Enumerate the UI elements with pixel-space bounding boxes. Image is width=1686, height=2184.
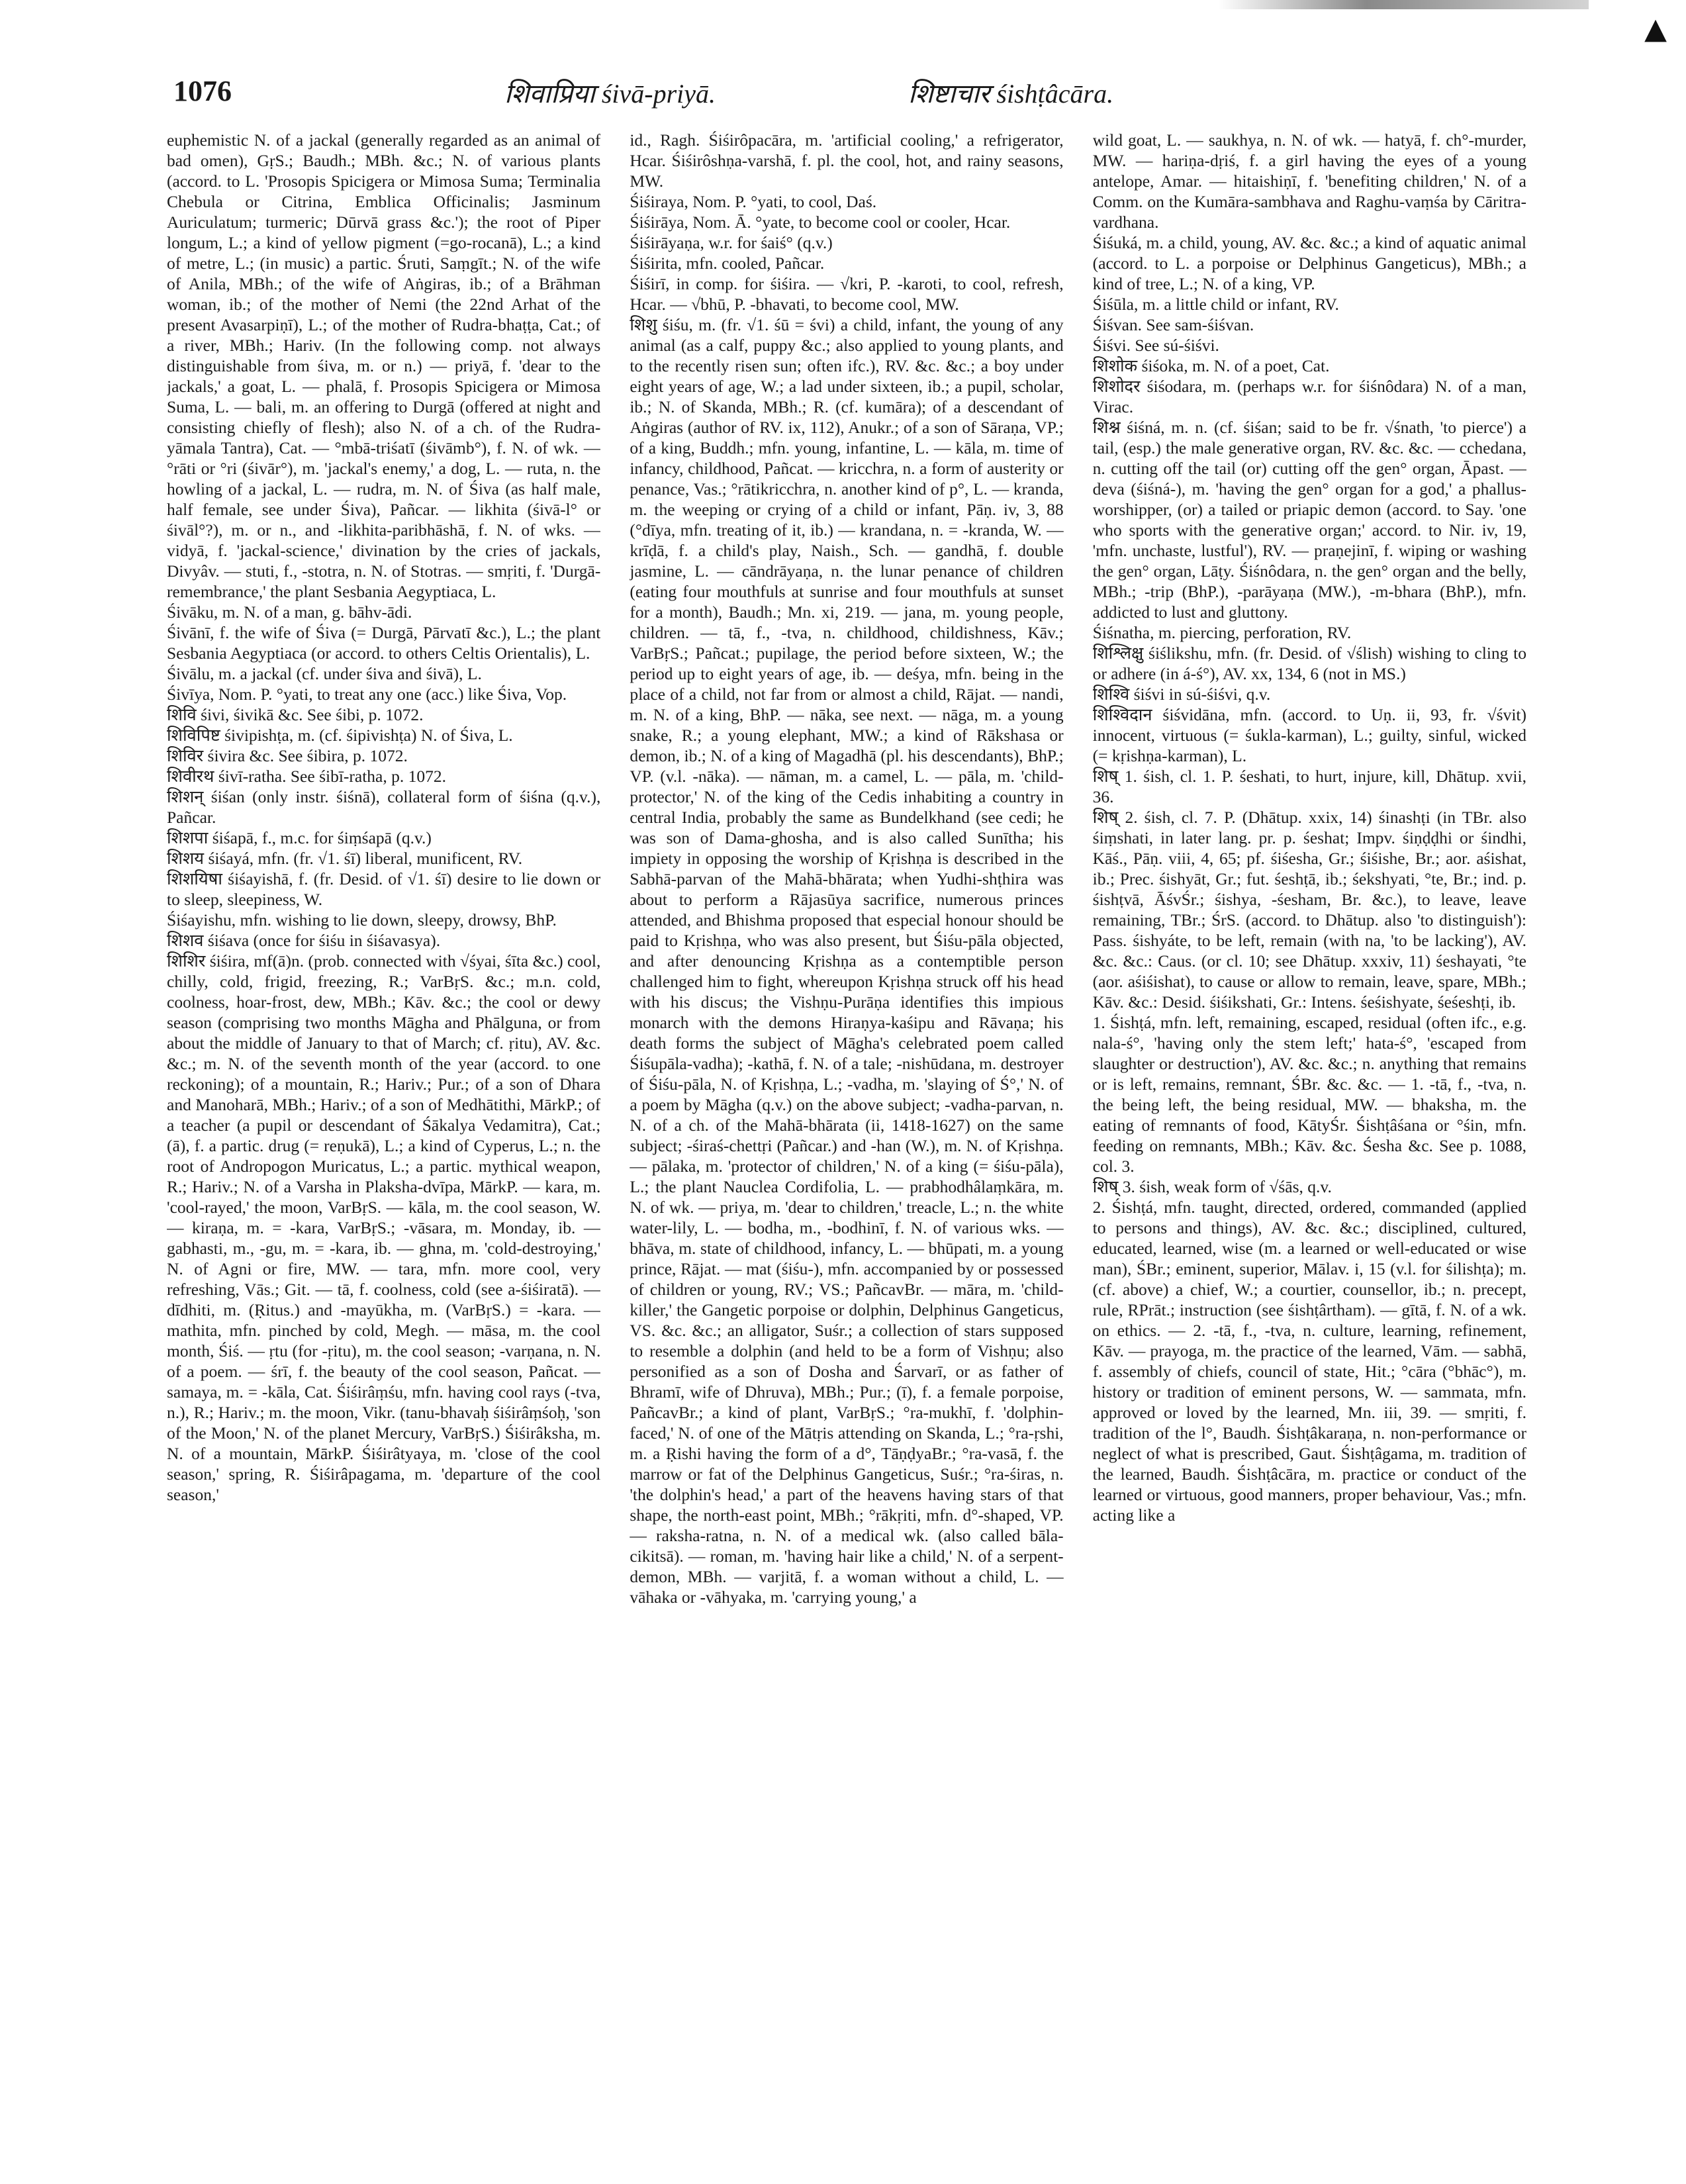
dictionary-entry: Śiśnatha, m. piercing, perforation, RV. (1092, 623, 1352, 642)
dictionary-entry: Śiśirāya, Nom. Ā. °yate, to become cool or cooler, Hcar. (630, 213, 1011, 232)
dictionary-entry: euphemistic N. of a jackal (generally regarded as an animal of bad omen), GṛS.; Baudh.; MBh. &c.; N. of various plants (accord. to L. 'Prosopis Spicigera or Mimosa Suma; Terminalia Chebula or Citrina, Emblica Officinalis; Jasminum Auriculatum; turmeric; Dūrvā grass &c.'); the root of Piper longum, L.; a kind of yellow pigment (=go-rocanā), L.; a kind of metre, L.; (in music) a partic. Śruti, Saṃgīt.; N. of the wife of Anila, MBh.; of the wife of Aṅgiras, ib.; of a Brāhman woman, ib.; of the mother of Nemi (the 22nd Arhat of the present Avasarpiṇī), L.; of the mother of Rudra-bhaṭṭa, Cat.; of a river, MBh.; Hariv. (In the following comp. not always distinguishable from śiva, m. or n.) — priyā, f. 'dear to the jackals,' a goat, L. — phalā, f. Prosopis Spicigera or Mimosa Suma, L. — bali, m. an offering to Durgā (offered at night and consisting chiefly of flesh); also N. of a ch. of the Rudra-yāmala Tantra), Cat. — °mbā-triśatī (śivāmb°), f. N. of wk. — °rāti or °ri (śivār°), m. 'jackal's enemy,' a dog, L. — ruta, n. the howling of a jackal, L. — rudra, m. N. of Śiva (as half male, half female, see under Śiva), Pañcar. — likhita (śivā-l° or śivāl°?), m. or n., and -likhita-paribhāshā, f. N. of wks. — vidyā, f. 'jackal-science,' divination by the cries of jackals, Divyâv. — stuti, f., -stotra, n. N. of Stotras. — smṛiti, f. 'Durgā-remembrance,' the plant Sesbania Aegyptiaca, L. (167, 130, 601, 601)
dictionary-entry: शिशु śiśu, m. (fr. √1. śū = śvi) a child, infant, the young of any animal (as a calf, puppy &c.; also applied to young plants, and to the recently risen sun; often ifc.), RV. &c. &c.; a boy under eight years of age, W.; a lad under sixteen, ib.; a pupil, scholar, ib.; N. of Skanda, MBh.; R. (cf. kumāra); of a descendant of Aṅgiras (author of RV. ix, 112), Anukr.; of a son of Sāraṇa, VP.; of a king, Buddh.; mfn. young, infantine, L. — kāla, m. time of infancy, childhood, Pañcat. — kricchra, n. a form of austerity or penance, Vas.; °rātikricchra, n. another kind of p°, L. — kranda, m. the weeping or crying of a child or infant, Pāṇ. iv, 3, 88 (°dīya, mfn. treating of it, ib.) — krandana, n. = -kranda, W. — krīḍā, f. a child's play, Naish., Sch. — gandhā, f. double jasmine, L. — cāndrāyaṇa, n. the lunar penance of children (eating four mouthfuls at sunrise and four mouthfuls at sunset for a month), Baudh.; Mn. xi, 219. — jana, m. young people, children. — tā, f., -tva, n. childhood, childishness, Kāv.; VarBṛS.; Pañcat.; pupilage, the period before sixteen, W.; the period up to eight years of age, ib. — deśya, mfn. being in the place of a child, not far from or almost a child, Rājat. — nandi, m. N. of a king, BhP. — nāka, see next. — nāga, m. a young snake, R.; a young elephant, MW.; a kind of Rākshasa or demon, ib.; N. of a king of Magadhā (pl. his descendants), BhP.; VP. (v.l. -nāka). — nāman, m. a camel, L. — pāla, m. 'child-protector,' N. of the king of the Cedis inhabiting a country in central India, probably the same as Bundelkhand (see cedi; he was son of Dama-ghosha, and is also called Sunītha; his impiety in opposing the worship of Kṛishṇa is described in the Sabhā-parvan of the Mahā-bhārata; when Yudhi-shṭhira was about to perform a Rājasūya sacrifice, numerous princes attended, and Bhishma proposed that especial honour should be paid to Kṛishṇa, who was also present, but Śiśu-pāla objected, and after denouncing Kṛishṇa as a contemptible person challenged him to fight, whereupon Kṛishṇa struck off his head with his discus; the Vishṇu-Purāṇa identifies this impious monarch with the demons Hiraṇya-kaśipu and Rāvaṇa; his death forms the subject of Māgha's celebrated poem called Śiśupāla-vadha); -kathā, f. N. of a tale; -nishūdana, m. destroyer of Śiśu-pāla, N. of Kṛishṇa, L.; -vadha, m. 'slaying of Ś°,' N. of a poem by Māgha (q.v.) on the above subject; -vadha-parvan, n. N. of a ch. of the Mahā-bhārata (ii, 1418-1627) on the same subject; -śiraś-chettṛi (Pañcar.) and -han (W.), m. N. of Kṛishṇa. — pālaka, m. 'protector of children,' N. of a king (= śiśu-pāla), L.; the plant Nauclea Cordifolia, L. — prabhodhâlaṃkāra, m. N. of wk. — priya, m. 'dear to children,' treacle, L.; n. the white water-lily, L. — bodha, m., -bodhinī, f. N. of various wks. — bhāva, m. state of childhood, infancy, L. — bhūpati, m. a young prince, Rājat. — mat (śiśu-), mfn. accompanied by or possessed of children or young, RV.; VS.; PañcavBr. — māra, m. 'child-killer,' the Gangetic porpoise or dolphin, Delphinus Gangeticus, VS. &c. &c.; an alligator, Suśr.; a collection of stars supposed to resemble a dolphin (and held to be a form of Vishṇu; also personified as a son of Dosha and Śarvarī, or as father of Bhramī, wife of Dhruva), MBh.; Pur.; (ī), f. a female porpoise, PañcavBr.; a kind of plant, VarBṛS.; °ra-mukhī, f. 'dolphin-faced,' N. of one of the Mātṛis attending on Skanda, L.; °ra-ṛshi, m. a Ṛishi having the form of a d°, TāṇḍyaBr.; °ra-vasā, f. the marrow or fat of the Delphinus Gangeticus, Suśr.; °ra-śiras, n. 'the dolphin's head,' a part of the heavens having stars of that shape, the north-east point, MBh.; °rākṛiti, mfn. d°-shaped, VP. — raksha-ratna, n. N. of a medical wk. (also called bāla-cikitsā). — roman, m. 'having hair like a child,' N. of a serpent-demon, MBh. — varjitā, f. a woman without a child, L. — vāhaka or -vāhyaka, m. 'carrying young,' a (630, 315, 1064, 1607)
column-3 (1093, 130, 1526, 2156)
dictionary-entry: Śivālu, m. a jackal (cf. under śiva and śivā), L. (167, 664, 482, 683)
dictionary-entry: Śiśūla, m. a little child or infant, RV. (1092, 295, 1339, 314)
dictionary-entry: Śivīya, Nom. P. °yati, to treat any one (acc.) like Śiva, Vop. (167, 685, 567, 704)
right-guide-word: शिष्टाचार śishṭâcāra. (908, 79, 1114, 109)
page-corner-mark-icon: ▲ (1644, 12, 1667, 46)
dictionary-entry: शिविपिष्ट śivipishṭa, m. (cf. śipivishṭa) N. of Śiva, L. (167, 726, 513, 745)
dictionary-entry: शिशयिषा śiśayishā, f. (fr. Desid. of √1. śī) desire to lie down or to sleep, sleepiness, W. (167, 869, 601, 909)
column-2 (630, 130, 1063, 2156)
dictionary-entry: wild goat, L. — saukhya, n. N. of wk. — hatyā, f. ch°-murder, MW. — hariṇa-dṛiś, f. a girl having the eyes of a young antelope, Amar. — hitaishiṇī, f. 'benefiting children,' N. of a Comm. on the Kumāra-sambhava and Raghu-vaṃśa by Cāritra-vardhana. (1092, 130, 1526, 232)
dictionary-entry: शिश्न śiśná, m. n. (cf. śiśan; said to be fr. √śnath, 'to pierce') a tail, (esp.) the male generative organ, RV. &c. &c. — cchedana, n. cutting off the tail (or) cutting off the gen° organ, Āpast. — deva (śiśná-), m. 'having the gen° organ for a god,' a phallus-worshipper, (or) a tailed or priapic demon (accord. to Say. 'one who sports with the generative organ;' accord. to Nir. iv, 19, 'mfn. unchaste, lustful'), RV. — praṇejinī, f. wiping or washing the gen° organ, Lāṭy. Śiśnôdara, n. the gen° organ and the belly, MBh.; -trip (BhP.), -parāyaṇa (MW.), -m-bhara (BhP.), mfn. addicted to lust and gluttony. (1092, 418, 1526, 622)
dictionary-entry: शिशन् śiśan (only instr. śiśnā), collateral form of śiśna (q.v.), Pañcar. (167, 787, 601, 827)
dictionary-entry: शिवि śivi, śivikā &c. See śibi, p. 1072. (167, 705, 424, 724)
dictionary-entry: Śiśirita, mfn. cooled, Pañcar. (630, 254, 825, 273)
dictionary-entry: Śiśirī, in comp. for śiśira. — √kri, P. -karoti, to cool, refresh, Hcar. — √bhū, P. -bhavati, to become cool, MW. (630, 274, 1064, 314)
dictionary-entry: Śiśvan. See sam-śiśvan. (1092, 315, 1254, 334)
dictionary-entry: Śiśirāyaṇa, w.r. for śaiś° (q.v.) (630, 233, 833, 252)
dictionary-entry: शिशय śiśayá, mfn. (fr. √1. śī) liberal, munificent, RV. (167, 849, 523, 868)
dictionary-entry: Śiśvi. See sú-śiśvi. (1092, 336, 1219, 355)
dictionary-entry: id., Ragh. Śiśirôpacāra, m. 'artificial cooling,' a refrigerator, Hcar. Śiśirôshṇa-varshā, f. pl. the cool, hot, and rainy seasons, MW. (630, 130, 1064, 191)
dictionary-entry: शिशोदर śiśodara, m. (perhaps w.r. for śiśnôdara) N. of a man, Virac. (1092, 377, 1526, 416)
dictionary-entry: 1. Śishṭá, mfn. left, remaining, escaped, residual (often ifc., e.g. nala-ś°, 'having only the stem left;' hata-ś°, 'escaped from slaughter or destruction'), AV. &c. &c.; n. anything that remains or is left, remains, remnant, ŚBr. &c. &c. — 1. -tā, f., -tva, n. the being left, the being residual, MW. — bhaksha, m. the eating of remnants of food, KātyŚr. Śishṭâśana or °śin, mfn. feeding on remnants, MBh.; Kāv. &c. Śesha &c. See p. 1088, col. 3. (1092, 1013, 1526, 1176)
dictionary-entry: शिशव śiśava (once for śiśu in śiśavasya). (167, 931, 441, 950)
dictionary-entry: शिशोक śiśoka, m. N. of a poet, Cat. (1092, 356, 1330, 375)
page-header (173, 74, 1527, 120)
dictionary-entry: Śivānī, f. the wife of Śiva (= Durgā, Pārvatī &c.), L.; the plant Sesbania Aegyptiaca (or accord. to others Celtis Orientalis), L. (167, 623, 601, 663)
dictionary-entry: शिशपा śiśapā, f., m.c. for śiṃśapā (q.v.) (167, 828, 432, 847)
dictionary-entry: Śiśayishu, mfn. wishing to lie down, sleepy, drowsy, BhP. (167, 910, 557, 929)
dictionary-entry: शिष् 1. śish, cl. 1. P. śeshati, to hurt, injure, kill, Dhātup. xvii, 36. (1092, 767, 1526, 806)
dictionary-entry: शिश्लिक्षु śiślikshu, mfn. (fr. Desid. of √ślish) wishing to cling to or adhere (in á-ś°), AV. xx, 134, 6 (not in MS.) (1092, 643, 1526, 683)
dictionary-entry: शिविर śivira &c. See śibira, p. 1072. (167, 746, 408, 765)
dictionary-entry: शिष् 2. śish, cl. 7. P. (Dhātup. xxix, 14) śinashṭi (in TBr. also śiṃshati, in later lang. pr. p. śeshat; Impv. śiṇḍḍhi or śindhi, Kāś., Pāṇ. viii, 4, 65; pf. śiśesha, Gr.; śiśishe, Br.; aor. aśishat, ib.; Prec. śishyāt, Gr.; fut. śeshṭā, ib.; śekshyati, °te, Br.; ind. p. śishṭvā, ĀśvŚr.; śishya, -śesham, Br. &c.), to leave, leave remaining, TBr.; ŚrS. (accord. to Dhātup. also 'to distinguish'): Pass. śishyáte, to be left, remain (with na, 'to be lacking'), AV. &c. &c.: Caus. (or cl. 10; see Dhātup. xxxiv, 11) śeshayati, °te (aor. aśiśishat), to cause or allow to remain, leave, spare, MBh.; Kāv. &c.: Desid. śiśikshati, Gr.: Intens. śeśishyate, śeśeshṭi, ib. (1092, 808, 1526, 1012)
column-1 (167, 130, 600, 2156)
dictionary-entry: Śiśuká, m. a child, young, AV. &c. &c.; a kind of aquatic animal (accord. to L. a porpoise or Delphinus Gangeticus), MBh.; a kind of tree, L.; N. of a king, VP. (1092, 233, 1526, 293)
scan-artifact-bar (1218, 0, 1589, 9)
dictionary-entry: शिष् 3. śish, weak form of √śās, q.v. (1092, 1177, 1332, 1196)
dictionary-entry: Śivāku, m. N. of a man, g. bāhv-ādi. (167, 602, 412, 622)
dictionary-entry: शिवीरथ śivī-ratha. See śibī-ratha, p. 1072. (167, 767, 446, 786)
dictionary-entry: शिश्विदान śiśvidāna, mfn. (accord. to Uṇ. ii, 93, fr. √śvit) innocent, virtuous (= śukla-karman), L.; guilty, sinful, wicked (= kṛishṇa-karman), L. (1092, 705, 1526, 765)
dictionary-entry: शिश्वि śiśvi in sú-śiśvi, q.v. (1092, 685, 1271, 704)
dictionary-entry: Śiśiraya, Nom. P. °yati, to cool, Daś. (630, 192, 877, 211)
left-guide-word: शिवाप्रिया śivā-priyā. (504, 79, 716, 109)
dictionary-entry: शिशिर śiśira, mf(ā)n. (prob. connected with √śyai, śīta &c.) cool, chilly, cold, frigid, freezing, R.; VarBṛS. &c.; m.n. cold, coolness, hoar-frost, dew, MBh.; Kāv. &c.; the cool or dewy season (comprising two months Māgha and Phālguna, or from about the middle of January to that of March; cf. ṛitu), AV. &c. &c.; m. N. of the seventh month of the year (accord. to one reckoning); of a mountain, R.; Hariv.; Pur.; of a son of Dhara and Manoharā, MBh.; Hariv.; of a son of Medhātithi, MārkP.; of a teacher (a pupil or descendant of Śākalya Vedamitra), Cat.; (ā), f. a partic. drug (= reṇukā), L.; a kind of Cyperus, L.; n. the root of Andropogon Muricatus, L.; a partic. mythical weapon, R.; Hariv.; N. of a Varsha in Plaksha-dvīpa, MārkP. — kara, m. 'cool-rayed,' the moon, VarBṛS. — kāla, m. the cool season, W. — kiraṇa, m. = -kara, VarBṛS.; -vāsara, m. Monday, ib. — gabhasti, m., -gu, m. = -kara, ib. — ghna, m. 'cold-destroying,' N. of Agni or fire, MW. — tara, mfn. more cool, very refreshing, Vās.; Git. — tā, f. coolness, cold (see a-śiśiratā). — dīdhiti, m. (Ṛitus.) and -mayūkha, m. (VarBṛS.) = -kara. — mathita, mfn. pinched by cold, Megh. — māsa, m. the cool month, Śiś. — ṛtu (for -ṛitu), m. the cool season; -varṇana, n. N. of a poem. — śrī, f. the beauty of the cool season, Pañcat. — samaya, m. = -kāla, Cat. Śiśirâṃśu, mfn. having cool rays (-tva, n.), R.; Hariv.; m. the moon, Vikr. (tanu-bhavaḥ śiśirâṃśoḥ, 'son of the Moon,' N. of the planet Mercury, VarBṛS.) Śiśirâksha, m. N. of a mountain, MārkP. Śiśirâtyaya, m. 'close of the cool season,' spring, R. Śiśirâpagama, m. 'departure of the cool season,' (167, 951, 601, 1504)
page-number: 1076 (173, 75, 232, 107)
dictionary-columns (167, 130, 1526, 2156)
dictionary-entry: 2. Śishṭá, mfn. taught, directed, ordered, commanded (applied to persons and things), AV. &c. &c.; disciplined, cultured, educated, learned, wise (m. a learned or well-educated or wise man), ŚBr.; eminent, superior, Mālav. i, 15 (v.l. for śilishṭa); m. (cf. above) a chief, W.; a courtier, counsellor, ib.; n. precept, rule, RPrāt.; instruction (see śishṭârtham). — gītā, f. N. of a wk. on ethics. — 2. -tā, f., -tva, n. culture, learning, refinement, Kāv. — prayoga, m. the practice of the learned, Vām. — sabhā, f. assembly of chiefs, council of state, Hit.; °cāra (°bhāc°), m. history or tradition of eminent persons, W. — sammata, mfn. approved or loved by the learned, Mn. iii, 39. — smṛiti, f. tradition of the l°, Baudh. Śishṭâkaraṇa, n. non-performance or neglect of what is prescribed, Gaut. Śishṭâgama, m. tradition of the learned, Baudh. Śishṭâcāra, m. practice or conduct of the learned or virtuous, good manners, proper behaviour, Vas.; mfn. acting like a (1092, 1198, 1526, 1525)
